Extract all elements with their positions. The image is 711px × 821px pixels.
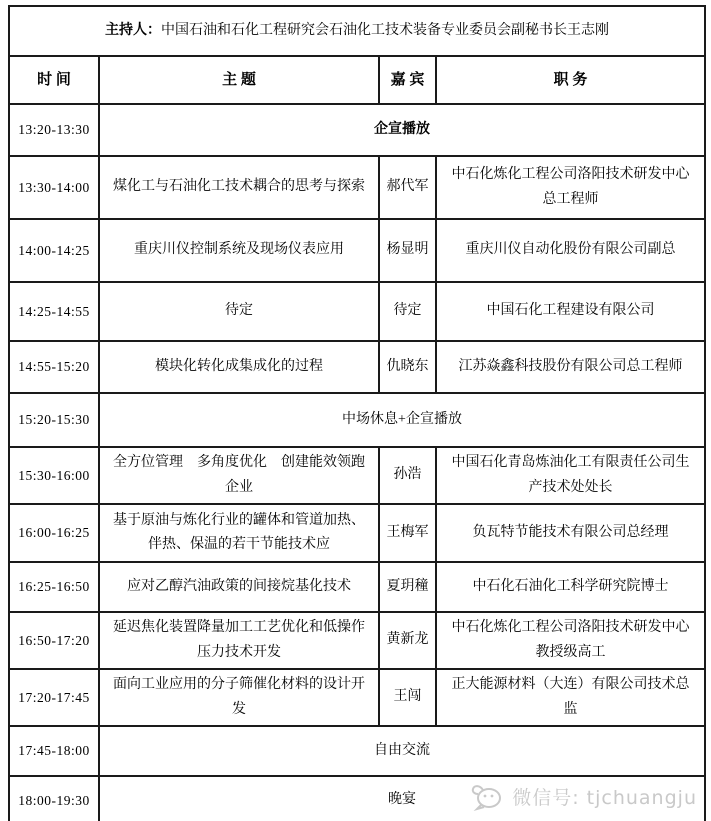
table-row xyxy=(9,393,705,447)
time-cell: 14:00-14:25 xyxy=(9,219,99,282)
table-row xyxy=(9,447,705,504)
guest-cell: 仇晓东 xyxy=(379,341,436,393)
title-cell: 正大能源材料（大连）有限公司技术总监 xyxy=(436,669,705,726)
host-cell xyxy=(9,6,705,56)
title-cell: 中国石化工程建设有限公司 xyxy=(436,282,705,341)
col-header-topic: 主 题 xyxy=(99,56,379,104)
title-cell: 负瓦特节能技术有限公司总经理 xyxy=(436,504,705,562)
guest-cell: 王闯 xyxy=(379,669,436,726)
time-cell: 14:25-14:55 xyxy=(9,282,99,341)
topic-cell: 模块化转化成集成化的过程 xyxy=(99,341,379,393)
header-row xyxy=(9,56,705,104)
host-row xyxy=(9,6,705,56)
merged-session-cell: 企宣播放 xyxy=(99,104,705,156)
topic-cell: 面向工业应用的分子筛催化材料的设计开发 xyxy=(99,669,379,726)
topic-cell: 全方位管理 多角度优化 创建能效领跑企业 xyxy=(99,447,379,504)
topic-cell: 应对乙醇汽油政策的间接烷基化技术 xyxy=(99,562,379,612)
table-row xyxy=(9,282,705,341)
table-row xyxy=(9,156,705,219)
guest-cell: 杨显明 xyxy=(379,219,436,282)
guest-cell: 王梅军 xyxy=(379,504,436,562)
guest-cell: 黄新龙 xyxy=(379,612,436,669)
time-cell: 17:45-18:00 xyxy=(9,726,99,776)
table-row xyxy=(9,341,705,393)
merged-session-cell: 晚宴 xyxy=(99,776,705,821)
title-cell: 中石化石油化工科学研究院博士 xyxy=(436,562,705,612)
table-row xyxy=(9,104,705,156)
guest-cell: 孙浩 xyxy=(379,447,436,504)
title-cell: 重庆川仪自动化股份有限公司副总 xyxy=(436,219,705,282)
topic-cell: 延迟焦化装置降量加工工艺优化和低操作压力技术开发 xyxy=(99,612,379,669)
title-cell: 江苏焱鑫科技股份有限公司总工程师 xyxy=(436,341,705,393)
title-cell: 中石化炼化工程公司洛阳技术研发中心总工程师 xyxy=(436,156,705,219)
col-header-guest: 嘉 宾 xyxy=(379,56,436,104)
table-row xyxy=(9,776,705,821)
time-cell: 17:20-17:45 xyxy=(9,669,99,726)
time-cell: 16:00-16:25 xyxy=(9,504,99,562)
time-cell: 15:30-16:00 xyxy=(9,447,99,504)
col-header-title: 职 务 xyxy=(436,56,705,104)
host-label: 主持人： xyxy=(105,22,161,38)
time-cell: 14:55-15:20 xyxy=(9,341,99,393)
topic-cell: 基于原油与炼化行业的罐体和管道加热、伴热、保温的若干节能技术应 xyxy=(99,504,379,562)
agenda-table xyxy=(8,5,706,821)
table-row xyxy=(9,562,705,612)
table-row xyxy=(9,219,705,282)
time-cell: 16:25-16:50 xyxy=(9,562,99,612)
table-row xyxy=(9,504,705,562)
time-cell: 18:00-19:30 xyxy=(9,776,99,821)
time-cell: 13:20-13:30 xyxy=(9,104,99,156)
time-cell: 13:30-14:00 xyxy=(9,156,99,219)
time-cell: 15:20-15:30 xyxy=(9,393,99,447)
merged-session-cell: 中场休息+企宣播放 xyxy=(99,393,705,447)
guest-cell: 夏玥穜 xyxy=(379,562,436,612)
col-header-time: 时 间 xyxy=(9,56,99,104)
table-row xyxy=(9,669,705,726)
topic-cell: 重庆川仪控制系统及现场仪表应用 xyxy=(99,219,379,282)
time-cell: 16:50-17:20 xyxy=(9,612,99,669)
topic-cell: 待定 xyxy=(99,282,379,341)
guest-cell: 郝代军 xyxy=(379,156,436,219)
table-row xyxy=(9,612,705,669)
guest-cell: 待定 xyxy=(379,282,436,341)
table-row xyxy=(9,726,705,776)
host-name: 中国石油和石化工程研究会石油化工技术装备专业委员会副秘书长王志刚 xyxy=(161,22,609,38)
title-cell: 中国石化青岛炼油化工有限责任公司生产技术处处长 xyxy=(436,447,705,504)
merged-session-cell: 自由交流 xyxy=(99,726,705,776)
topic-cell: 煤化工与石油化工技术耦合的思考与探索 xyxy=(99,156,379,219)
watermark-text: 微信号: tjchuangju xyxy=(512,786,697,809)
title-cell: 中石化炼化工程公司洛阳技术研发中心教授级高工 xyxy=(436,612,705,669)
